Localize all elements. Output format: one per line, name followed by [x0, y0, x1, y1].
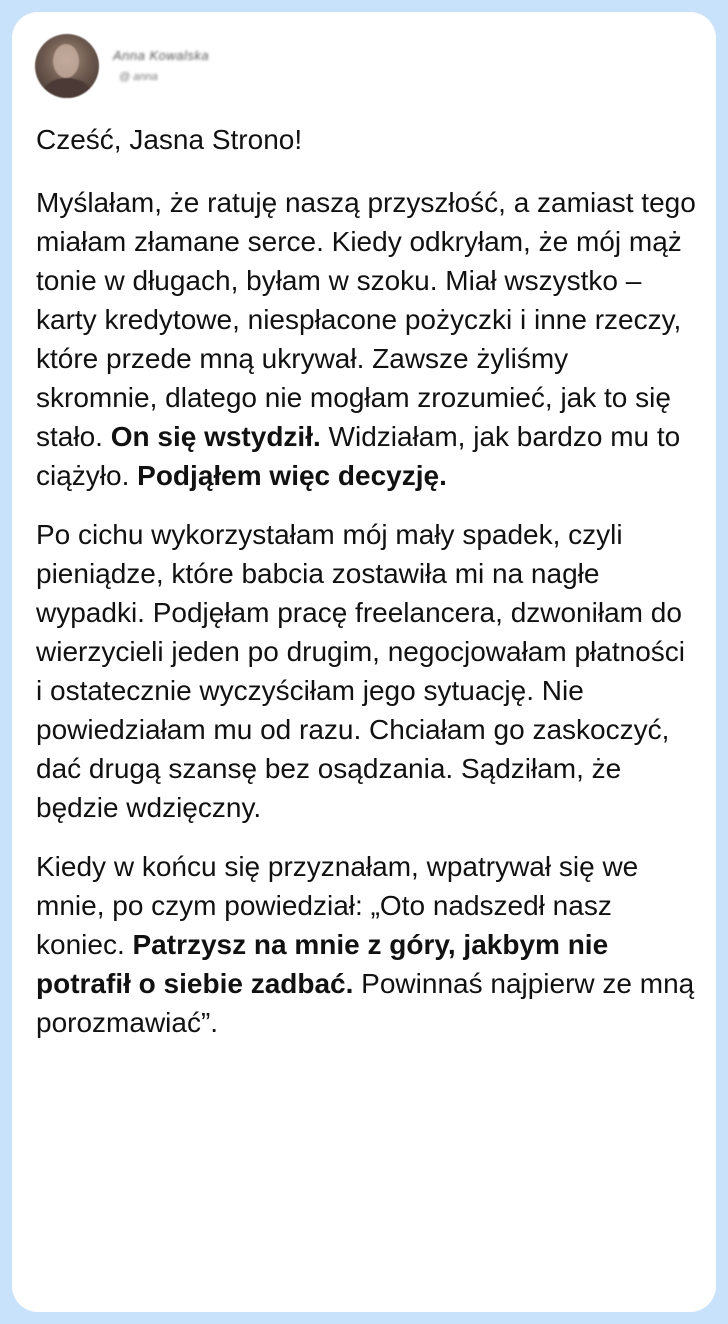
author-handle: @ anna [119, 71, 158, 83]
paragraph-1 [36, 183, 696, 495]
post-header [35, 34, 209, 98]
post-card [12, 12, 716, 1312]
post-body [36, 120, 696, 1062]
paragraph-3-text-a: Kiedy w końcu się przyznałam, wpatrywał się we mnie, po czym powiedział: „Oto nadszedł nasz koniec. [36, 851, 639, 960]
paragraph-3-text-b: Powinnaś najpierw ze mną porozmawiać”. [36, 968, 695, 1038]
author-name[interactable]: Anna Kowalska [113, 48, 210, 63]
user-meta [113, 49, 209, 83]
paragraph-2: Po cichu wykorzystałam mój mały spadek, czyli pieniądze, które babcia zostawiła mi na nagłe wypadki. Podjęłam pracę freelancera, dzwoniłam do wierzycieli jeden po drugim, negocjowałam płatności i ostatecznie wyczyściłam jego sytuację. Nie powiedziałam mu od razu. Chciałam go zaskoczyć, dać drugą szansę bez osądzania. Sądziłam, że będzie wdzięczny. [36, 519, 685, 823]
paragraph-1-bold-b: Podjąłem więc decyzję. [137, 460, 447, 491]
paragraph-1-text-a: Myślałam, że ratuję naszą przyszłość, a zamiast tego miałam złamane serce. Kiedy odkryłam, że mój mąż tonie w długach, byłam w szoku. Miał wszystko – karty kredytowe, niespłacone pożyczki i inne rzeczy, które przede mną ukrywał. Zawsze żyliśmy skromnie, dlatego nie mogłam zrozumieć, jak to się stało. [36, 187, 696, 452]
paragraph-1-bold-a: On się wstydził. [110, 421, 321, 452]
paragraph-3-bold-a: Patrzysz na mnie z góry, jakbym nie potrafił o siebie zadbać. [36, 929, 609, 999]
greeting-text: Cześć, Jasna Strono! [36, 124, 303, 155]
avatar[interactable] [35, 34, 99, 98]
paragraph-1-text-b: Widziałam, jak bardzo mu to ciążyło. [36, 421, 681, 491]
paragraph-3 [36, 847, 696, 1042]
